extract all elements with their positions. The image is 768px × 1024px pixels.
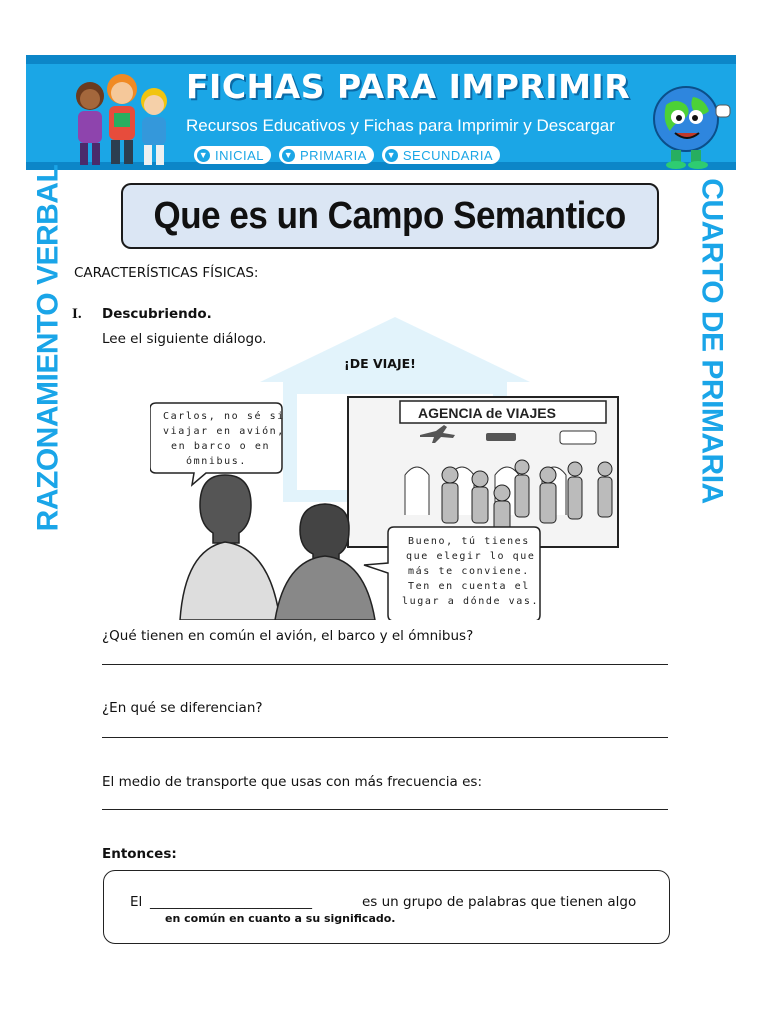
worksheet-title: Que es un Campo Semantico bbox=[153, 194, 627, 237]
dialogue-title: ¡DE VIAJE! bbox=[344, 356, 416, 371]
side-label-right bbox=[690, 178, 734, 504]
side-label-right-text: CUARTO DE PRIMARIA bbox=[696, 178, 730, 504]
side-label-left-text: RAZONAMIENTO VERBAL bbox=[31, 164, 64, 532]
bubble-left-line: Carlos, no sé si bbox=[163, 411, 285, 422]
arrow-down-icon: ▼ bbox=[198, 149, 209, 160]
nav-inicial-label: INICIAL bbox=[215, 147, 265, 163]
dialogue-illustration bbox=[150, 395, 622, 620]
part-number: I. bbox=[72, 306, 82, 322]
nav-inicial[interactable] bbox=[194, 146, 271, 164]
part-title: Descubriendo. bbox=[102, 306, 212, 322]
nav-secundaria[interactable] bbox=[382, 146, 500, 164]
answer-line-3[interactable] bbox=[102, 809, 668, 810]
bubble-right-line: Bueno, tú tienes bbox=[408, 536, 530, 547]
conclusion-heading: Entonces: bbox=[102, 846, 177, 862]
worksheet-title-box bbox=[121, 183, 659, 249]
header-banner bbox=[26, 55, 736, 170]
site-subtitle: Recursos Educativos y Fichas para Imprimir y Descargar bbox=[186, 116, 615, 135]
globe-mascot-icon bbox=[641, 77, 741, 169]
section-heading: CARACTERÍSTICAS FÍSICAS: bbox=[74, 265, 259, 281]
instruction-text: Lee el siguiente diálogo. bbox=[102, 331, 267, 347]
conclusion-prefix: El bbox=[130, 894, 143, 910]
answer-line-2[interactable] bbox=[102, 737, 668, 738]
side-label-left bbox=[26, 164, 70, 532]
question-2: ¿En qué se diferencian? bbox=[102, 700, 263, 716]
nav-primaria[interactable] bbox=[279, 146, 374, 164]
nav-primaria-label: PRIMARIA bbox=[300, 147, 367, 163]
ship-icon bbox=[486, 433, 516, 441]
bubble-right-line: lugar a dónde vas. bbox=[402, 596, 540, 607]
bubble-left-line: viajar en avión, bbox=[163, 426, 285, 437]
arrow-down-icon: ▼ bbox=[386, 149, 397, 160]
agency-sign-text: AGENCIA de VIAJES bbox=[418, 405, 556, 421]
bubble-left-line: en barco o en bbox=[171, 441, 271, 452]
answer-line-1[interactable] bbox=[102, 664, 668, 665]
bubble-right-line: que elegir lo que bbox=[406, 551, 536, 562]
bubble-left-line: ómnibus. bbox=[186, 456, 247, 467]
children-illustration-icon bbox=[62, 61, 182, 171]
bus-icon bbox=[560, 431, 596, 444]
question-1: ¿Qué tienen en común el avión, el barco y el ómnibus? bbox=[102, 628, 474, 644]
arrow-down-icon: ▼ bbox=[283, 149, 294, 160]
conclusion-line-2: en común en cuanto a su significado. bbox=[165, 912, 396, 925]
question-3: El medio de transporte que usas con más frecuencia es: bbox=[102, 774, 483, 790]
bubble-right-line: más te conviene. bbox=[408, 566, 530, 577]
conclusion-line-1: es un grupo de palabras que tienen algo bbox=[362, 894, 637, 910]
bubble-right-line: Ten en cuenta el bbox=[408, 581, 530, 592]
nav-secundaria-label: SECUNDARIA bbox=[402, 147, 494, 163]
conclusion-blank[interactable]: ________________________ bbox=[150, 894, 312, 910]
site-title: FICHAS PARA IMPRIMIR bbox=[186, 67, 631, 106]
banner-nav bbox=[194, 145, 624, 165]
